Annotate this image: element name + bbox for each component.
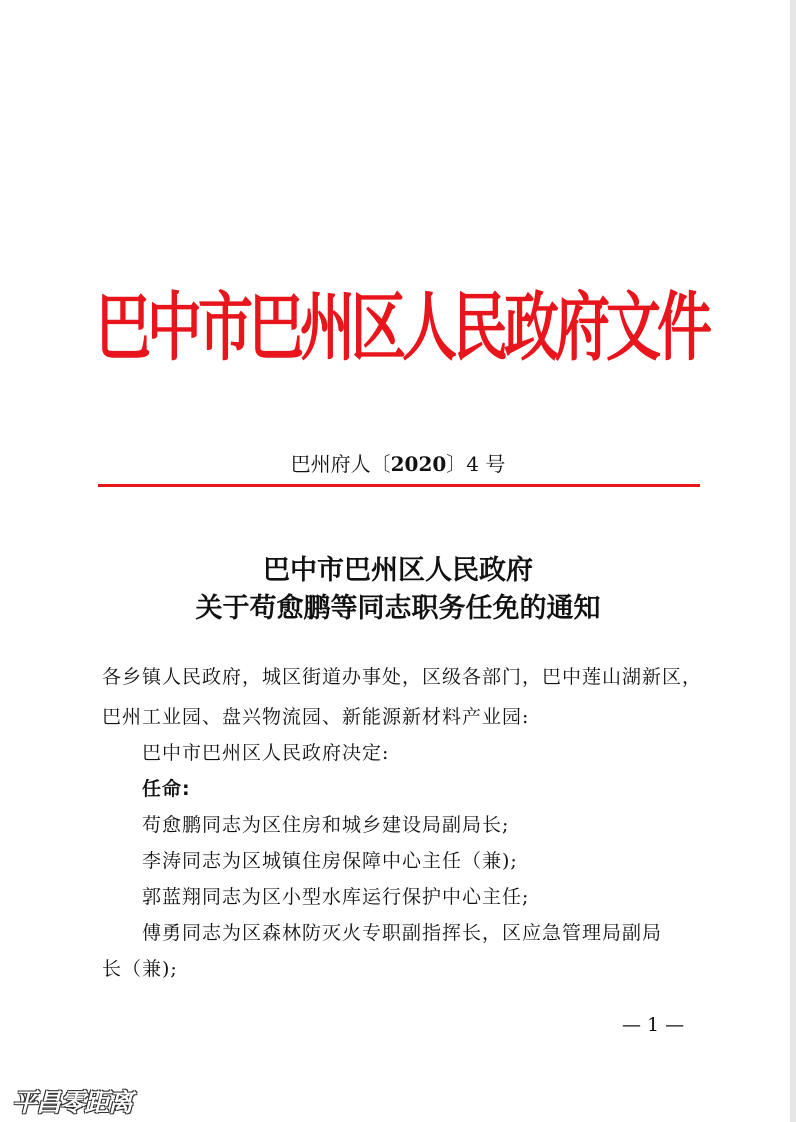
page-number: — 1 — [622,1014,685,1036]
appointment-item-continuation: 长（兼); [102,958,178,980]
document-number [0,448,796,477]
appoint-heading: 任命: [142,778,191,800]
doc-number-prefix: 巴州府人〔 [290,452,391,476]
doc-number-year: 2020 [390,452,447,476]
recipients-line-2: 巴州工业园、盘兴物流园、新能源新材料产业园: [102,706,530,728]
appointment-item: 李涛同志为区城镇住房保障中心主任（兼); [142,850,518,872]
appointment-item: 傅勇同志为区森林防灭火专职副指挥长，区应急管理局副局 [142,922,663,944]
red-divider-line [98,484,700,487]
recipients-line-1: 各乡镇人民政府，城区街道办事处，区级各部门，巴中莲山湖新区， [102,666,703,688]
watermark-logo: 平昌零距离 [12,1088,133,1117]
decision-line: 巴中市巴州区人民政府决定: [142,742,390,764]
appointment-item: 郭蓝翔同志为区小型水库运行保护中心主任; [142,886,530,908]
doc-number-suffix: 〕4 号 [446,452,506,476]
document-header-title: 巴中市巴州区人民政府文件 [96,284,709,371]
notice-title-line2: 关于苟愈鹏等同志职务任免的通知 [195,593,601,624]
notice-title-line1: 巴中市巴州区人民政府 [263,555,533,586]
appointment-item: 苟愈鹏同志为区住房和城乡建设局副局长; [142,814,510,836]
